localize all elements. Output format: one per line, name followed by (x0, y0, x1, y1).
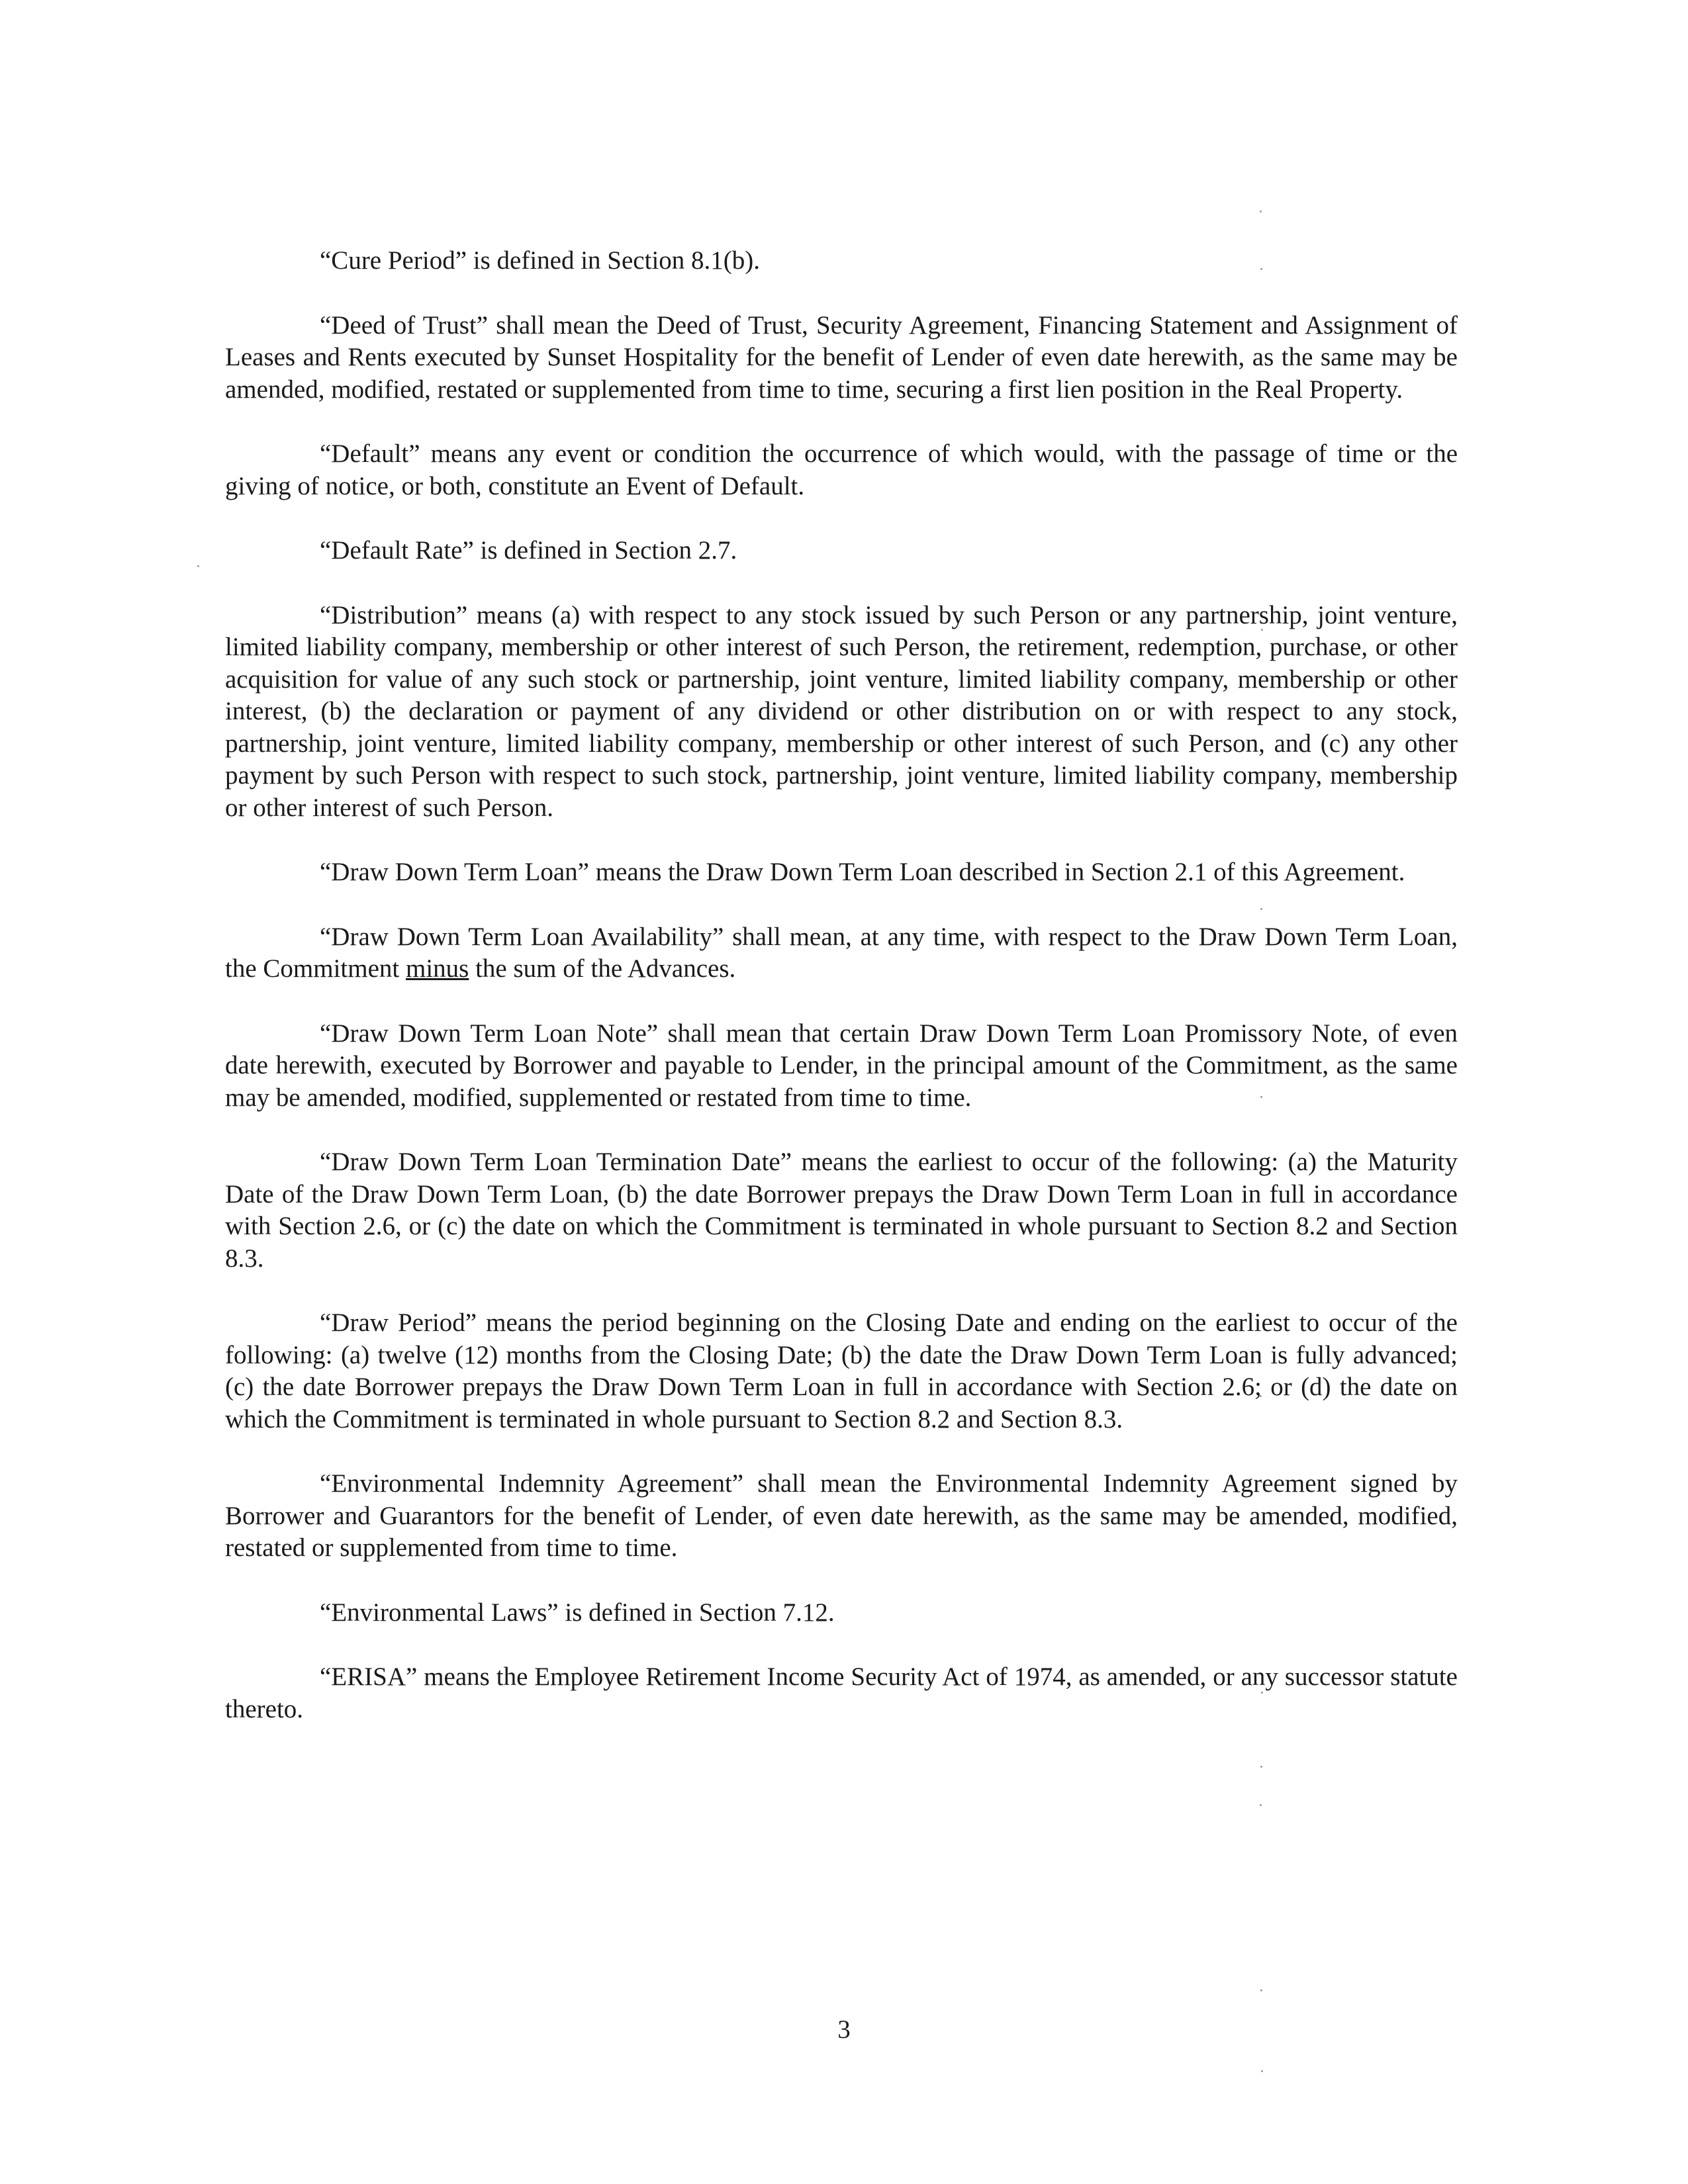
definition-draw-down-term-loan-termination-date: “Draw Down Term Loan Termination Date” means the earliest to occur of the following: (a) the Maturity Date of the Draw Down Term Loan, (b) the date Borrower prepays the Draw Down Term Loan in full in accordance with Section 2.6, or (c) the date on which the Commitment is terminated in whole pursuant to Section 8.2 and Section 8.3. (225, 1148, 1458, 1273)
definition-environmental-laws: “Environmental Laws” is defined in Section 7.12. (320, 1598, 835, 1627)
scan-speck (197, 565, 199, 567)
scan-speck (1260, 1804, 1262, 1806)
underlined-minus: minus (405, 954, 469, 983)
definition-environmental-indemnity-agreement: “Environmental Indemnity Agreement” shall mean the Environmental Indemnity Agreement signed by Borrower and Guarantors for the benefit of Lender, of even date herewith, as the same may be amended, modified, restated or supplemented from time to time. (225, 1469, 1458, 1562)
definition-draw-down-term-loan-note: “Draw Down Term Loan Note” shall mean that certain Draw Down Term Loan Promissory Note, of even date herewith, executed by Borrower and payable to Lender, in the principal amount of the Commitment, as the same may be amended, modified, supplemented or restated from time to time. (225, 1019, 1458, 1112)
scan-speck (1260, 210, 1262, 212)
scan-speck (1261, 2070, 1263, 2072)
document-body (225, 245, 1458, 1758)
definition-draw-down-term-loan-availability (225, 921, 1458, 985)
definition-draw-period: “Draw Period” means the period beginning on the Closing Date and ending on the earliest to occur of the following: (a) twelve (12) months from the Closing Date; (b) the date the Draw Down Term Loan is fully advanced; (c) the date Borrower prepays the Draw Down Term Loan in full in accordance with Section 2.6; or (d) the date on which the Commitment is terminated in whole pursuant to Section 8.2 and Section 8.3. (225, 1308, 1458, 1433)
definition-draw-down-term-loan: “Draw Down Term Loan” means the Draw Down Term Loan described in Section 2.1 of this Agreement. (320, 858, 1405, 886)
definition-cure-period: “Cure Period” is defined in Section 8.1(b). (320, 246, 760, 275)
definition-default-rate: “Default Rate” is defined in Section 2.7. (320, 536, 737, 565)
scan-speck (1260, 1766, 1262, 1768)
definition-distribution: “Distribution” means (a) with respect to any stock issued by such Person or any partnership, joint venture, limited liability company, membership or other interest of such Person, the retirement, redemption, purchase, or other acquisition for value of any such stock or partnership, joint venture, limited liability company, membership or other interest, (b) the declaration or payment of any dividend or other distribution on or with respect to any stock, partnership, joint venture, limited liability company, membership or other interest of such Person, and (c) any other payment by such Person with respect to such stock, partnership, joint venture, limited liability company, membership or other interest of such Person. (225, 600, 1458, 822)
availability-text-before: “Draw Down Term Loan Availability” shall mean, at any time, with respect to the Draw Down Term Loan, the Commitment (225, 922, 1458, 983)
definition-default: “Default” means any event or condition the occurrence of which would, with the passage of time or the giving of notice, or both, constitute an Event of Default. (225, 439, 1458, 500)
scan-speck (1260, 1989, 1262, 1991)
definition-deed-of-trust: “Deed of Trust” shall mean the Deed of Trust, Security Agreement, Financing Statement and Assignment of Leases and Rents executed by Sunset Hospitality for the benefit of Lender of even date herewith, as the same may be amended, modified, restated or supplemented from time to time, securing a first lien position in the Real Property. (225, 310, 1458, 404)
definition-erisa: “ERISA” means the Employee Retirement Income Security Act of 1974, as amended, or any successor statute thereto. (225, 1662, 1458, 1723)
availability-text-after: the sum of the Advances. (469, 954, 736, 983)
page-number: 3 (837, 2015, 851, 2044)
